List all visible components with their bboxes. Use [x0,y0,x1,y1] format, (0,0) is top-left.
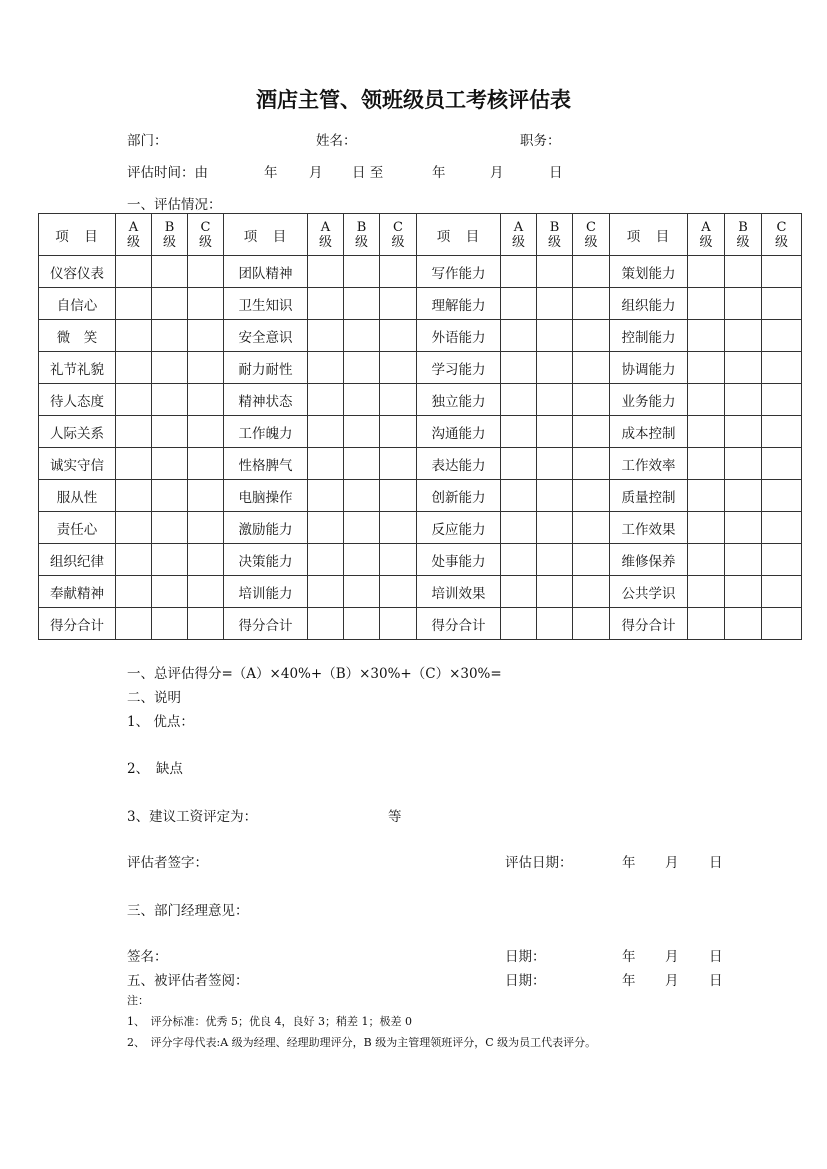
score-cell-b[interactable] [344,480,380,512]
eval-date-label: 评估日期： [505,855,573,871]
score-cell-a[interactable] [501,608,537,640]
header-grade-b: B 级 [537,214,573,256]
score-cell-c[interactable] [762,416,802,448]
table-row [39,384,802,416]
score-cell-c[interactable] [573,352,610,384]
score-cell-b[interactable] [152,256,188,288]
score-cell-a[interactable] [116,576,152,608]
score-cell-a[interactable] [501,512,537,544]
score-cell-b[interactable] [537,320,573,352]
table-row [39,512,802,544]
score-cell-a[interactable] [116,288,152,320]
sign-label: 签名： [127,949,168,965]
header-item-3: 项 目 [417,214,501,256]
score-cell-a[interactable] [501,576,537,608]
score-cell-a[interactable] [688,320,725,352]
date2-month: 月 [665,973,679,989]
score-cell-b[interactable] [725,416,762,448]
score-cell-b[interactable] [537,352,573,384]
header-item-4: 项 目 [610,214,688,256]
score-cell-c[interactable] [188,544,224,576]
item-label: 独立能力 [417,384,501,416]
score-cell-a[interactable] [116,416,152,448]
item-label: 电脑操作 [224,480,308,512]
score-cell-a[interactable] [308,256,344,288]
score-cell-b[interactable] [725,512,762,544]
score-cell-c[interactable] [573,608,610,640]
item-label: 培训效果 [417,576,501,608]
header-grade-c: C 级 [762,214,802,256]
table-row [39,416,802,448]
item-label: 责任心 [39,512,116,544]
item-label: 工作效果 [610,512,688,544]
score-cell-a[interactable] [116,352,152,384]
score-cell-a[interactable] [501,448,537,480]
item-label: 人际关系 [39,416,116,448]
score-cell-c[interactable] [573,448,610,480]
item-label: 待人态度 [39,384,116,416]
score-cell-b[interactable] [725,352,762,384]
day-label-1: 日 至 [352,165,384,181]
item-label: 质量控制 [610,480,688,512]
score-cell-b[interactable] [152,416,188,448]
score-cell-b[interactable] [537,608,573,640]
explain-heading: 二、说明 [127,690,181,706]
score-cell-a[interactable] [308,608,344,640]
item-label: 自信心 [39,288,116,320]
item-label: 得分合计 [39,608,116,640]
score-cell-c[interactable] [573,512,610,544]
header-grade-a: A 级 [116,214,152,256]
month-label-2: 月 [490,165,504,181]
manager-opinion-label: 三、部门经理意见： [127,903,249,919]
day-label-2: 日 [549,165,563,181]
date-day: 日 [709,949,723,965]
item-label: 协调能力 [610,352,688,384]
header-grade-b: B 级 [152,214,188,256]
score-cell-c[interactable] [573,384,610,416]
score-cell-b[interactable] [537,416,573,448]
score-cell-b[interactable] [725,256,762,288]
section-evaluation: 一、评估情况： [127,197,222,213]
score-cell-c[interactable] [573,320,610,352]
score-cell-b[interactable] [725,320,762,352]
date-month: 月 [665,949,679,965]
header-item-1: 项 目 [39,214,116,256]
score-cell-b[interactable] [152,288,188,320]
score-cell-a[interactable] [116,608,152,640]
defects-label: 2、 缺点 [127,761,183,777]
score-cell-c[interactable] [188,608,224,640]
score-cell-b[interactable] [152,320,188,352]
item-label: 诚实守信 [39,448,116,480]
evaluation-table [38,213,802,640]
score-cell-a[interactable] [308,416,344,448]
header-item-2: 项 目 [224,214,308,256]
date-year: 年 [622,949,636,965]
score-cell-b[interactable] [344,448,380,480]
score-cell-c[interactable] [188,320,224,352]
item-label: 学习能力 [417,352,501,384]
item-label: 培训能力 [224,576,308,608]
score-cell-b[interactable] [152,480,188,512]
salary-label: 3、建议工资评定为： [127,809,258,825]
score-cell-a[interactable] [308,288,344,320]
score-cell-c[interactable] [762,288,802,320]
score-cell-a[interactable] [688,352,725,384]
score-cell-c[interactable] [188,384,224,416]
table-row [39,544,802,576]
table-row [39,320,802,352]
score-cell-c[interactable] [762,512,802,544]
header-grade-c: C 级 [380,214,417,256]
date-label: 日期： [505,949,546,965]
item-label: 表达能力 [417,448,501,480]
item-label: 公共学识 [610,576,688,608]
table-row [39,256,802,288]
item-label: 精神状态 [224,384,308,416]
score-cell-b[interactable] [152,512,188,544]
merits-label: 1、 优点： [127,714,194,730]
score-cell-a[interactable] [116,320,152,352]
eval-year: 年 [622,855,636,871]
score-cell-b[interactable] [152,384,188,416]
score-cell-c[interactable] [380,416,417,448]
score-cell-a[interactable] [688,448,725,480]
score-cell-c[interactable] [573,288,610,320]
score-cell-a[interactable] [116,512,152,544]
evaluator-sign-label: 评估者签字： [127,855,208,871]
table-row [39,352,802,384]
item-label: 处事能力 [417,544,501,576]
score-cell-b[interactable] [725,480,762,512]
item-label: 组织能力 [610,288,688,320]
score-cell-b[interactable] [344,544,380,576]
header-grade-b: B 级 [725,214,762,256]
score-cell-a[interactable] [688,480,725,512]
item-label: 团队精神 [224,256,308,288]
year-label-2: 年 [432,165,446,181]
header-grade-c: C 级 [188,214,224,256]
score-cell-c[interactable] [573,576,610,608]
score-cell-b[interactable] [152,448,188,480]
score-cell-c[interactable] [188,448,224,480]
table-row [39,288,802,320]
score-cell-c[interactable] [573,544,610,576]
score-cell-a[interactable] [308,448,344,480]
total-score-formula: 一、总评估得分=（A）×40%+（B）×30%+（C）×30%= [127,666,502,682]
score-cell-a[interactable] [308,384,344,416]
header-grade-a: A 级 [308,214,344,256]
score-cell-a[interactable] [116,256,152,288]
score-cell-a[interactable] [116,384,152,416]
score-cell-b[interactable] [725,544,762,576]
score-cell-b[interactable] [344,352,380,384]
score-cell-b[interactable] [725,288,762,320]
score-cell-c[interactable] [380,256,417,288]
score-cell-c[interactable] [188,416,224,448]
score-cell-b[interactable] [725,608,762,640]
item-label: 成本控制 [610,416,688,448]
item-label: 仪容仪表 [39,256,116,288]
score-cell-c[interactable] [573,416,610,448]
header-grade-b: B 级 [344,214,380,256]
item-label: 奉献精神 [39,576,116,608]
score-cell-c[interactable] [762,320,802,352]
header-grade-c: C 级 [573,214,610,256]
item-label: 写作能力 [417,256,501,288]
score-cell-c[interactable] [762,576,802,608]
item-label: 业务能力 [610,384,688,416]
item-label: 卫生知识 [224,288,308,320]
score-cell-c[interactable] [380,384,417,416]
item-label: 耐力耐性 [224,352,308,384]
score-cell-c[interactable] [573,256,610,288]
score-cell-b[interactable] [537,384,573,416]
score-cell-c[interactable] [762,448,802,480]
score-cell-c[interactable] [380,608,417,640]
score-cell-b[interactable] [152,608,188,640]
item-label: 沟通能力 [417,416,501,448]
score-cell-b[interactable] [344,288,380,320]
item-label: 理解能力 [417,288,501,320]
score-cell-c[interactable] [188,352,224,384]
score-cell-a[interactable] [308,480,344,512]
header-grade-a: A 级 [501,214,537,256]
score-cell-b[interactable] [344,384,380,416]
note-scoring-standard: 1、 评分标准：优秀 5；优良 4，良好 3；稍差 1；极差 0 [127,1015,412,1028]
item-label: 策划能力 [610,256,688,288]
score-cell-b[interactable] [537,512,573,544]
item-label: 微 笑 [39,320,116,352]
score-cell-b[interactable] [725,384,762,416]
score-cell-b[interactable] [537,480,573,512]
score-cell-a[interactable] [308,320,344,352]
score-cell-c[interactable] [188,288,224,320]
score-cell-c[interactable] [380,288,417,320]
date2-day: 日 [709,973,723,989]
score-cell-b[interactable] [344,416,380,448]
score-cell-b[interactable] [725,576,762,608]
score-cell-b[interactable] [152,576,188,608]
score-cell-b[interactable] [344,256,380,288]
item-label: 外语能力 [417,320,501,352]
score-cell-a[interactable] [501,288,537,320]
score-cell-c[interactable] [380,544,417,576]
score-cell-b[interactable] [537,448,573,480]
item-label: 得分合计 [224,608,308,640]
reviewee-sign-label: 五、被评估者签阅： [127,973,249,989]
note-grade-letters: 2、 评分字母代表:A 级为经理、经理助理评分，B 级为主管理领班评分，C 级为员工代表评分。 [127,1036,597,1049]
item-label: 性格脾气 [224,448,308,480]
score-cell-b[interactable] [344,512,380,544]
score-cell-a[interactable] [308,512,344,544]
score-cell-a[interactable] [501,480,537,512]
item-label: 服从性 [39,480,116,512]
name-label: 姓名： [316,133,357,149]
score-cell-a[interactable] [116,480,152,512]
item-label: 维修保养 [610,544,688,576]
score-cell-c[interactable] [762,352,802,384]
score-cell-c[interactable] [762,480,802,512]
item-label: 组织纪律 [39,544,116,576]
score-cell-b[interactable] [537,256,573,288]
score-cell-b[interactable] [344,576,380,608]
month-label-1: 月 [309,165,323,181]
score-cell-c[interactable] [188,576,224,608]
item-label: 工作魄力 [224,416,308,448]
score-cell-a[interactable] [501,384,537,416]
date-label-2: 日期： [505,973,546,989]
score-cell-a[interactable] [688,544,725,576]
eval-month: 月 [665,855,679,871]
score-cell-b[interactable] [344,608,380,640]
score-cell-c[interactable] [762,544,802,576]
score-cell-b[interactable] [152,544,188,576]
page-title: 酒店主管、领班级员工考核评估表 [256,87,571,112]
table-row [39,576,802,608]
item-label: 得分合计 [610,608,688,640]
eval-day: 日 [709,855,723,871]
score-cell-a[interactable] [688,256,725,288]
header-grade-a: A 级 [688,214,725,256]
score-cell-c[interactable] [188,256,224,288]
score-cell-a[interactable] [501,416,537,448]
item-label: 反应能力 [417,512,501,544]
item-label: 礼节礼貌 [39,352,116,384]
score-cell-c[interactable] [762,608,802,640]
score-cell-b[interactable] [725,448,762,480]
table-row [39,448,802,480]
item-label: 创新能力 [417,480,501,512]
score-cell-c[interactable] [380,448,417,480]
item-label: 决策能力 [224,544,308,576]
score-cell-b[interactable] [537,544,573,576]
score-cell-a[interactable] [308,352,344,384]
score-cell-c[interactable] [380,480,417,512]
score-cell-b[interactable] [152,352,188,384]
score-cell-c[interactable] [380,352,417,384]
salary-suffix: 等 [388,809,402,825]
score-cell-a[interactable] [688,416,725,448]
score-cell-c[interactable] [762,256,802,288]
score-cell-a[interactable] [116,448,152,480]
item-label: 激励能力 [224,512,308,544]
score-cell-c[interactable] [188,480,224,512]
table-row [39,608,802,640]
score-cell-c[interactable] [573,480,610,512]
score-cell-a[interactable] [116,544,152,576]
notes-label: 注： [127,994,149,1007]
score-cell-a[interactable] [688,288,725,320]
item-label: 工作效率 [610,448,688,480]
score-cell-a[interactable] [501,544,537,576]
score-cell-a[interactable] [688,512,725,544]
score-cell-a[interactable] [688,384,725,416]
item-label: 得分合计 [417,608,501,640]
date2-year: 年 [622,973,636,989]
item-label: 控制能力 [610,320,688,352]
score-cell-c[interactable] [380,512,417,544]
score-cell-b[interactable] [537,288,573,320]
position-label: 职务： [520,133,561,149]
year-label-1: 年 [264,165,278,181]
score-cell-a[interactable] [501,256,537,288]
score-cell-c[interactable] [380,576,417,608]
score-cell-a[interactable] [501,320,537,352]
score-cell-a[interactable] [308,576,344,608]
score-cell-c[interactable] [380,320,417,352]
table-row [39,480,802,512]
score-cell-a[interactable] [308,544,344,576]
score-cell-b[interactable] [537,576,573,608]
item-label: 安全意识 [224,320,308,352]
score-cell-b[interactable] [344,320,380,352]
score-cell-a[interactable] [501,352,537,384]
score-cell-a[interactable] [688,576,725,608]
score-cell-c[interactable] [762,384,802,416]
period-label: 评估时间：由 [127,165,208,181]
dept-label: 部门： [127,133,168,149]
score-cell-a[interactable] [688,608,725,640]
score-cell-c[interactable] [188,512,224,544]
